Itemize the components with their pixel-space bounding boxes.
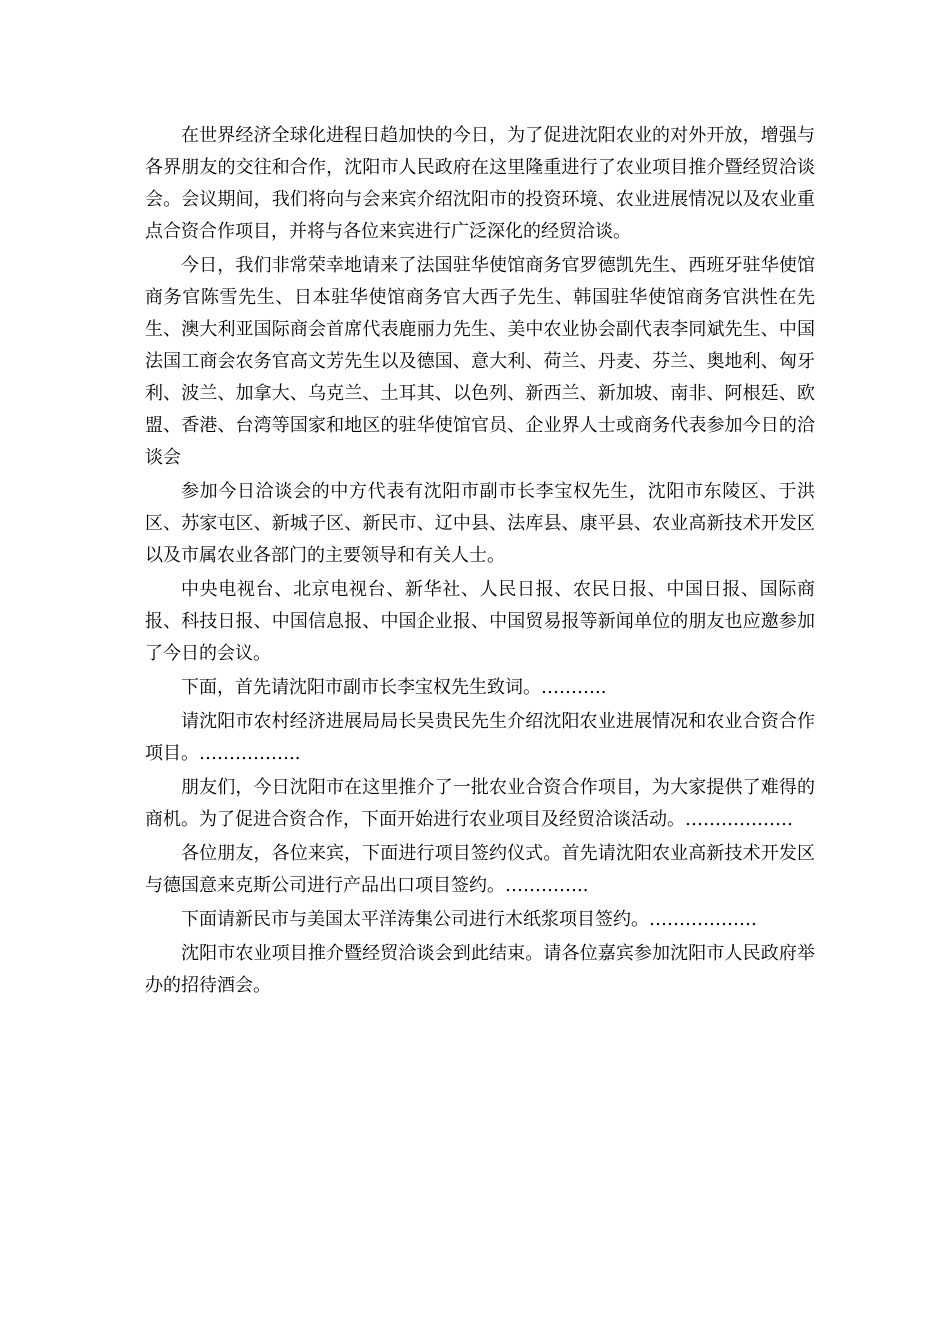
- paragraph-pulp-project-signing: 下面请新民市与美国太平洋涛集公司进行木纸浆项目签约。………………: [181, 909, 757, 930]
- paragraph-foreign-guests: 今日，我们非常荣幸地请来了法国驻华使馆商务官罗德凯先生、西班牙驻华使馆商务官陈雪先生、日本驻华使馆商务官大西子先生、韩国驻华使馆商务官洪性在先生、澳大利亚国际商会首席代表鹿丽力先生、美中农业协会副代表李同斌先生、中国法国工商会农务官高文芳先生以及德国、意大利、荷兰、丹麦、芬兰、奥地利、匈牙利、波兰、加拿大、乌克兰、土耳其、以色列、新西兰、新加坡、南非、阿根廷、欧盟、香港、台湾等国家和地区的驻华使馆官员、企业界人士或商务代表参加今日的洽谈会: [145, 255, 815, 468]
- paragraph-media: 中央电视台、北京电视台、新华社、人民日报、农民日报、中国日报、国际商报、科技日报、中国信息报、中国企业报、中国贸易报等新闻单位的朋友也应邀参加了今日的会议。: [145, 579, 815, 664]
- document-body: [145, 120, 815, 1004]
- paragraph-negotiation-activity: 朋友们，今日沈阳市在这里推介了一批农业合资合作项目，为大家提供了难得的商机。为了促进合资合作，下面开始进行农业项目及经贸洽谈活动。………………: [145, 777, 815, 830]
- paragraph-vice-mayor-speech: 下面，首先请沈阳市副市长李宝权先生致词。………..: [181, 677, 607, 698]
- paragraph-closing: 沈阳市农业项目推介暨经贸洽谈会到此结束。请各位嘉宾参加沈阳市人民政府举办的招待酒会。: [145, 943, 815, 996]
- paragraph-bureau-introduction: 请沈阳市农村经济进展局局长吴贵民先生介绍沈阳农业进展情况和农业合资合作项目。……………..: [145, 711, 815, 764]
- paragraph-signing-ceremony: 各位朋友，各位来宾，下面进行项目签约仪式。首先请沈阳农业高新技术开发区与德国意来克斯公司进行产品出口项目签约。…………..: [145, 843, 815, 896]
- paragraph-opening: 在世界经济全球化进程日趋加快的今日，为了促进沈阳农业的对外开放，增强与各界朋友的交往和合作，沈阳市人民政府在这里隆重进行了农业项目推介暨经贸洽谈会。会议期间，我们将向与会来宾介绍沈阳市的投资环境、农业进展情况以及农业重点合资合作项目，并将与各位来宾进行广泛深化的经贸洽谈。: [145, 125, 815, 242]
- paragraph-chinese-representatives: 参加今日洽谈会的中方代表有沈阳市副市长李宝权先生，沈阳市东陵区、于洪区、苏家屯区、新城子区、新民市、辽中县、法库县、康平县、农业高新技术开发区以及市属农业各部门的主要领导和有关人士。: [145, 481, 815, 566]
